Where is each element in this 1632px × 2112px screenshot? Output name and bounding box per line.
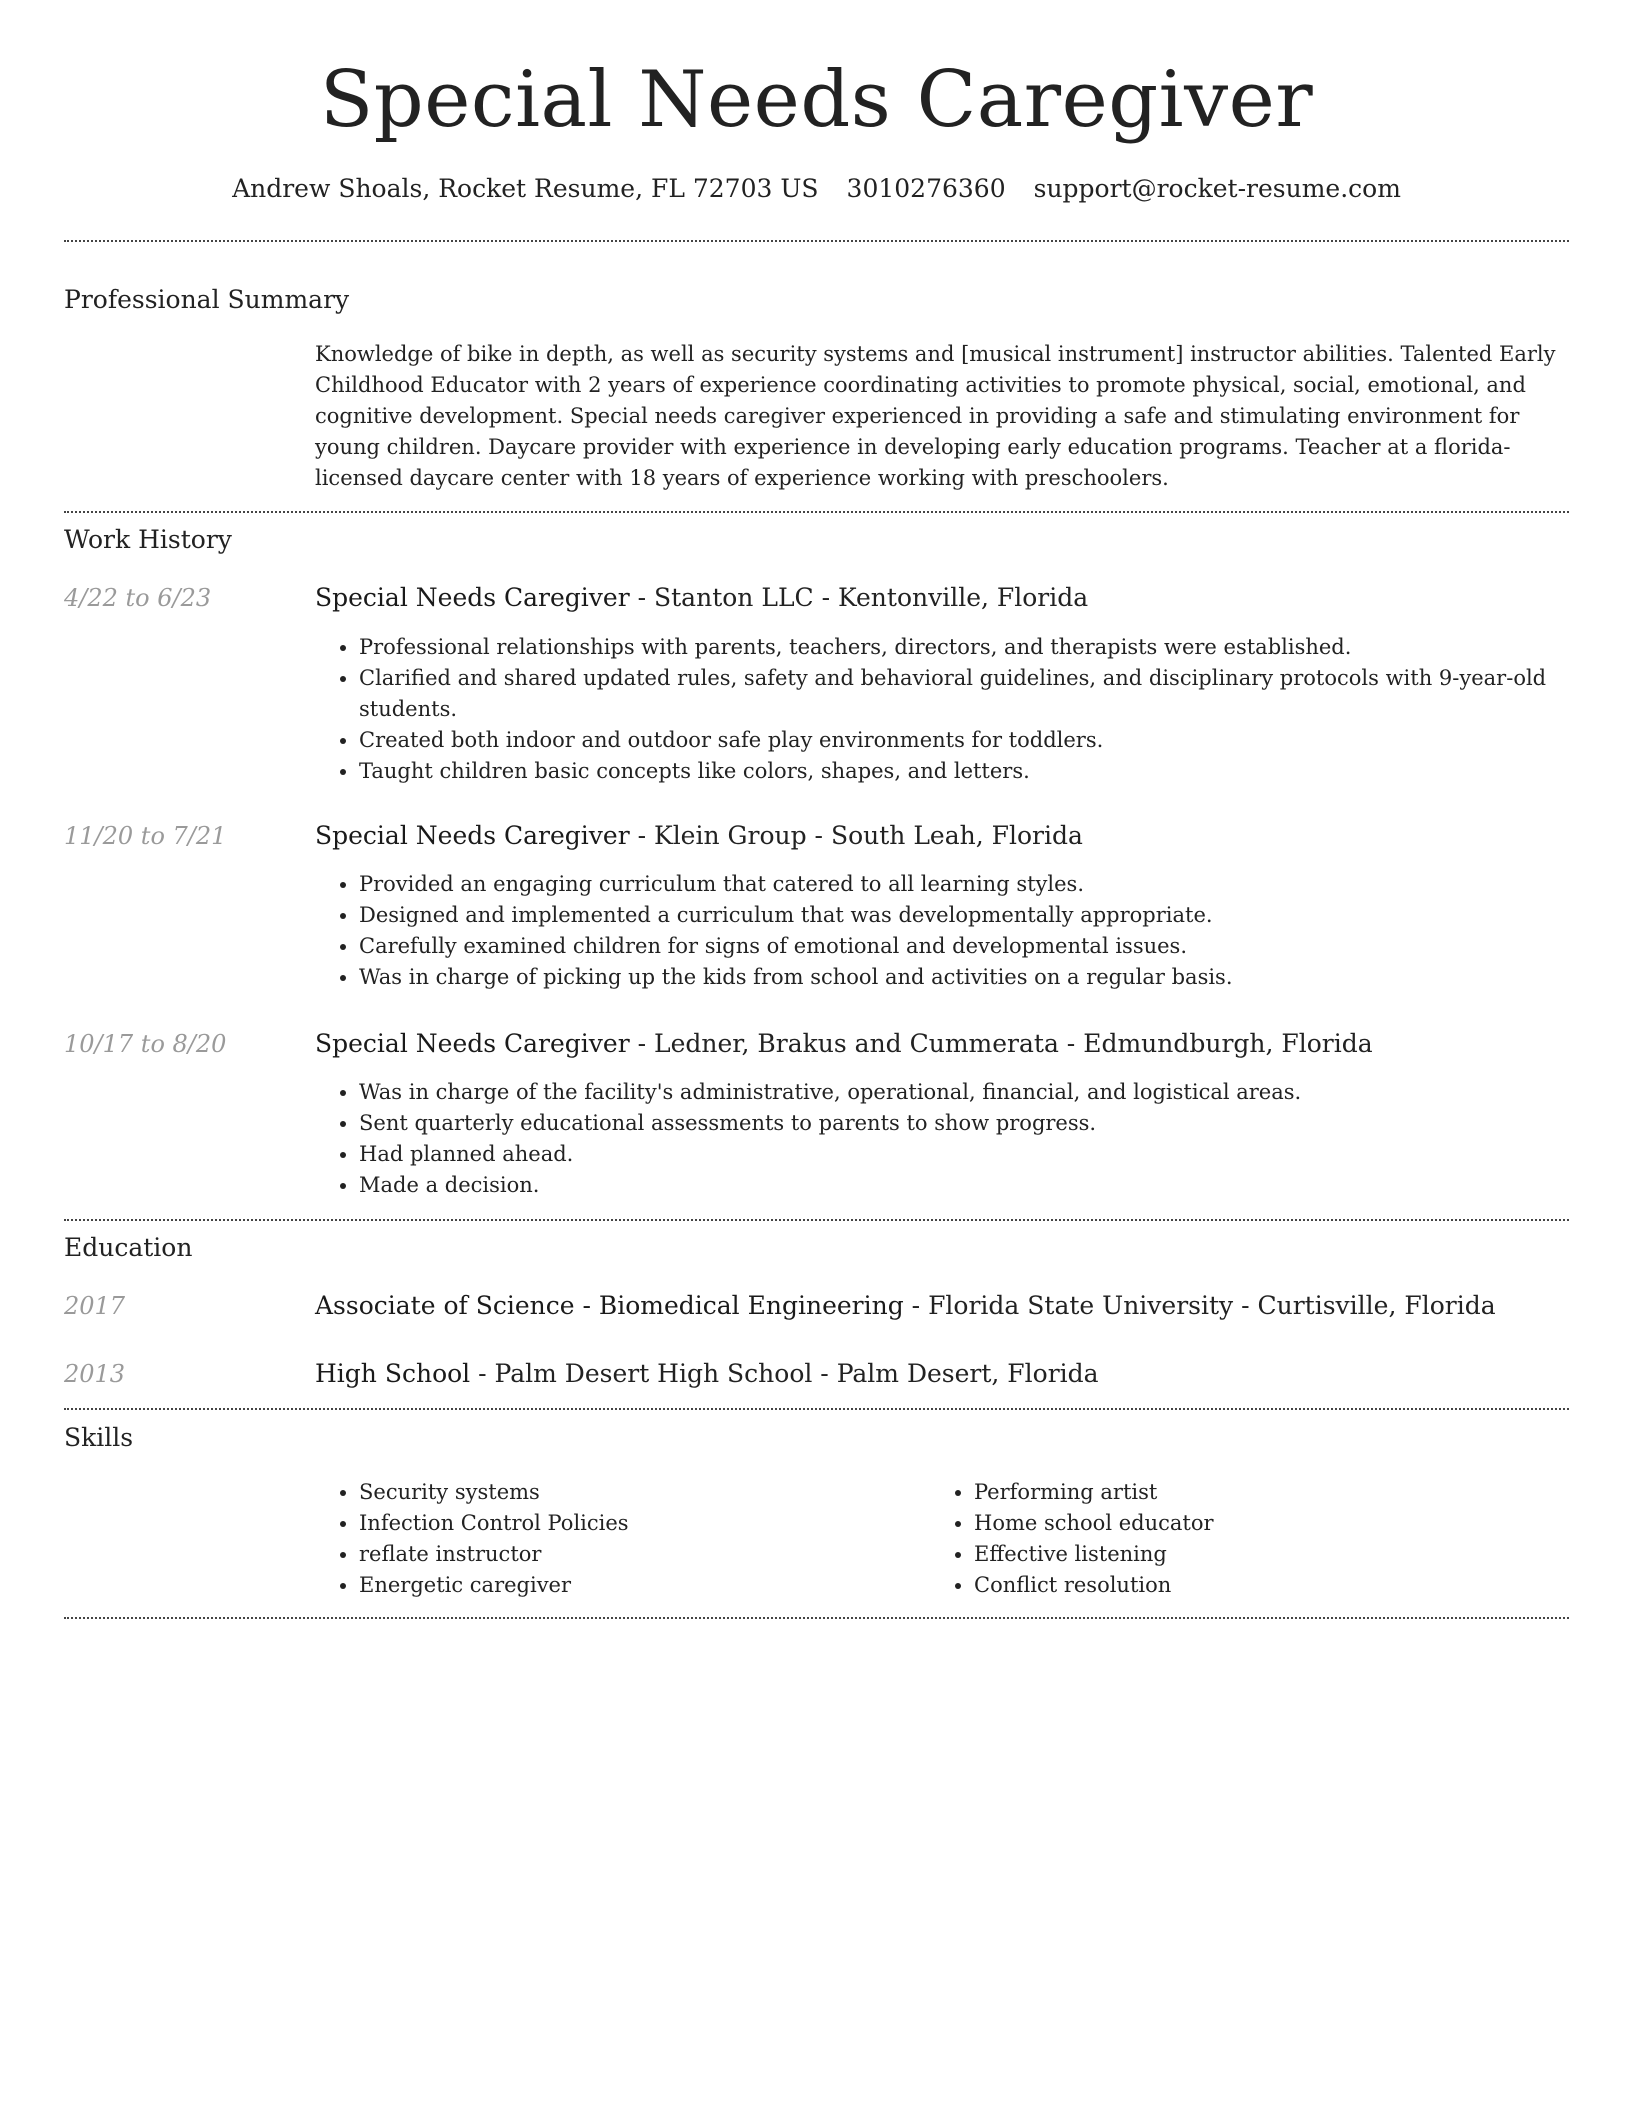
contact-address: Andrew Shoals, Rocket Resume, FL 72703 US: [232, 174, 819, 203]
job-dates: 11/20 to 7/21: [64, 822, 227, 850]
skill-item: • Home school educator: [974, 1508, 1530, 1539]
summary-text: Knowledge of bike in depth, as well as security systems and [musical instrument] instructor abilities. Talented Early Childhood Educator with 2 years of experience coordinating activities to promote physical, social, emotional, and cognitive development. Special needs caregiver experienced in providing a safe and stimulating environment for young children. Daycare provider with experience in developing early education programs. Teacher at a florida-licensed daycare center with 18 years of experience working with preschoolers.: [315, 342, 1556, 490]
list-item: • Clarified and shared updated rules, safety and behavioral guidelines, and disciplinary protocols with 9-year-old students.: [359, 663, 1569, 725]
skill-item: • Performing artist: [974, 1477, 1530, 1508]
list-item: • Carefully examined children for signs of emotional and developmental issues.: [359, 931, 1569, 962]
contact-phone: 3010276360: [846, 174, 1006, 203]
skills-list-left: [315, 1477, 915, 1601]
job-dates: 10/17 to 8/20: [64, 1030, 227, 1058]
skill-item: • Conflict resolution: [974, 1570, 1530, 1601]
summary-section-title: Professional Summary: [64, 285, 350, 314]
skill-item: • Infection Control Policies: [359, 1508, 915, 1539]
job-bullets: [315, 1077, 1569, 1201]
list-item: • Provided an engaging curriculum that catered to all learning styles.: [359, 869, 1569, 900]
section-divider: [64, 1408, 1569, 1410]
job-role: Special Needs Caregiver: [315, 821, 630, 850]
job-heading: [315, 1027, 1569, 1061]
list-item: • Made a decision.: [359, 1170, 1569, 1201]
resume-name-heading: Special Needs Caregiver: [319, 55, 1314, 145]
list-item: • Had planned ahead.: [359, 1139, 1569, 1170]
section-divider: [64, 240, 1569, 242]
skills-list-right: [930, 1477, 1530, 1601]
job-dates: 4/22 to 6/23: [64, 584, 212, 612]
list-item: • Created both indoor and outdoor safe play environments for toddlers.: [359, 725, 1569, 756]
skill-item: • Effective listening: [974, 1539, 1530, 1570]
contact-email: support@rocket-resume.com: [1033, 174, 1401, 203]
job-role: Special Needs Caregiver: [315, 583, 630, 612]
job-heading: [315, 819, 1569, 853]
skills-section-title: Skills: [64, 1423, 134, 1452]
education-degree: Associate of Science - Biomedical Engineering: [315, 1291, 904, 1320]
education-details: - Florida State University - Curtisville, Florida: [903, 1291, 1496, 1320]
list-item: • Designed and implemented a curriculum that was developmentally appropriate.: [359, 900, 1569, 931]
job-bullets: [315, 869, 1569, 993]
section-divider: [64, 1219, 1569, 1221]
job-heading: [315, 581, 1569, 615]
list-item: • Professional relationships with parents, teachers, directors, and therapists were established.: [359, 632, 1569, 663]
skill-item: • reflate instructor: [359, 1539, 915, 1570]
section-divider: [64, 511, 1569, 513]
skill-item: • Security systems: [359, 1477, 915, 1508]
education-year: 2017: [64, 1292, 126, 1320]
education-section-title: Education: [64, 1233, 193, 1262]
education-heading: [315, 1357, 1569, 1391]
section-divider: [64, 1617, 1569, 1619]
education-year: 2013: [64, 1360, 126, 1388]
job-bullets: [315, 632, 1569, 787]
education-heading: [315, 1289, 1569, 1323]
list-item: • Sent quarterly educational assessments to parents to show progress.: [359, 1108, 1569, 1139]
list-item: • Was in charge of picking up the kids from school and activities on a regular basis.: [359, 962, 1569, 993]
work-section-title: Work History: [64, 525, 232, 554]
skill-item: • Energetic caregiver: [359, 1570, 915, 1601]
job-role: Special Needs Caregiver: [315, 1029, 630, 1058]
education-degree: High School: [315, 1359, 471, 1388]
contact-line: [64, 171, 1569, 207]
list-item: • Taught children basic concepts like colors, shapes, and letters.: [359, 756, 1569, 787]
job-details: - Klein Group - South Leah, Florida: [629, 821, 1083, 850]
education-details: - Palm Desert High School - Palm Desert, Florida: [470, 1359, 1099, 1388]
list-item: • Was in charge of the facility's administrative, operational, financial, and logistical areas.: [359, 1077, 1569, 1108]
job-details: - Stanton LLC - Kentonville, Florida: [629, 583, 1089, 612]
job-details: - Ledner, Brakus and Cummerata - Edmundburgh, Florida: [629, 1029, 1373, 1058]
